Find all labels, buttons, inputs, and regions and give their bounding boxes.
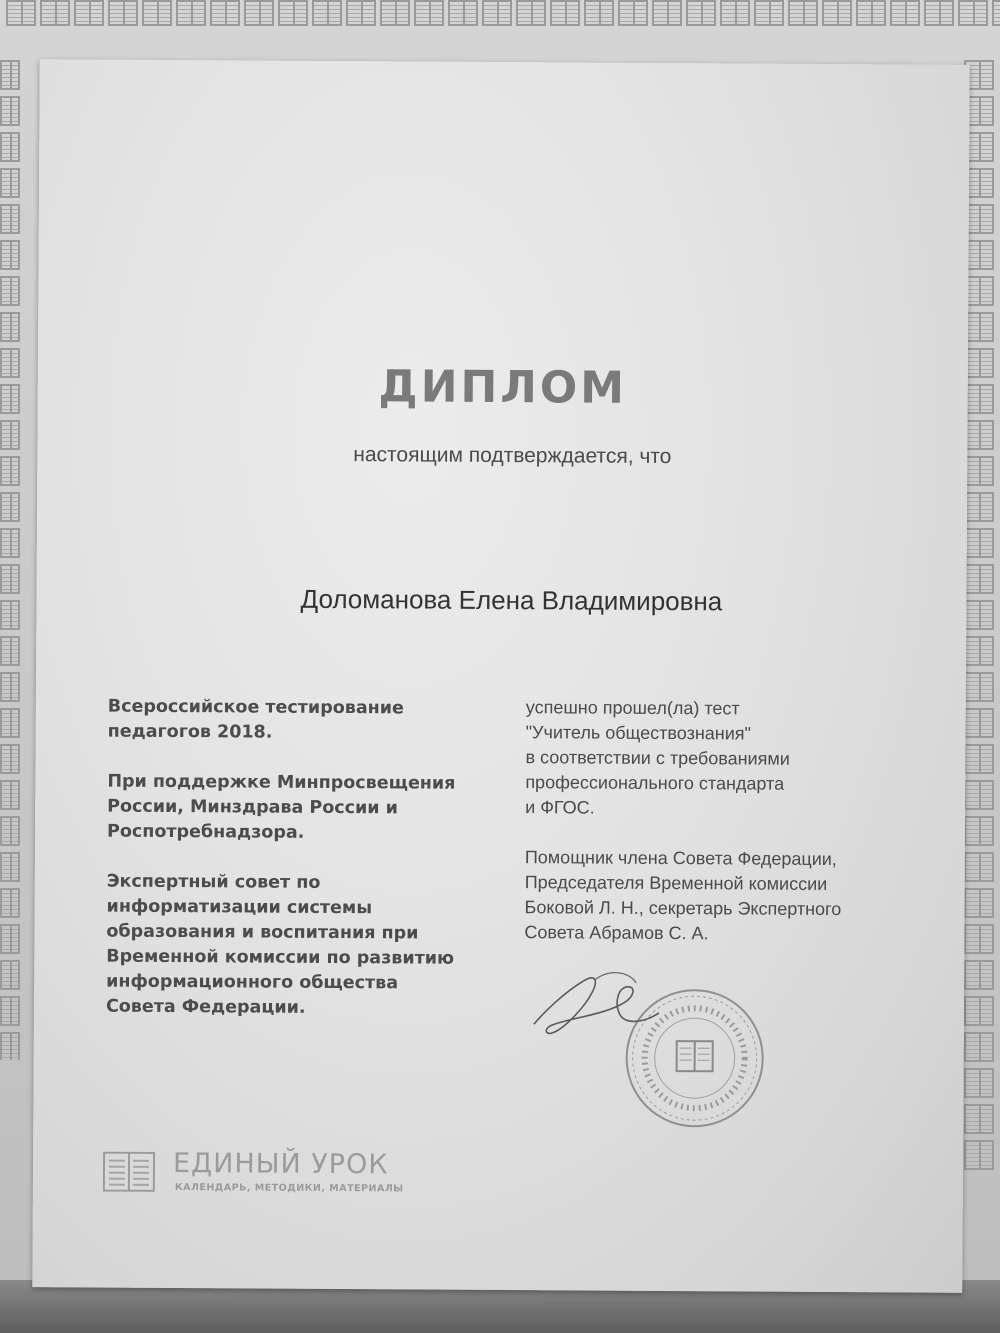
book-pattern-icon	[964, 456, 994, 486]
text-line: Временной комиссии по развитию	[106, 946, 455, 969]
book-pattern-icon	[964, 780, 994, 810]
book-pattern-icon	[964, 492, 994, 522]
text-line: педагогов 2018.	[107, 721, 273, 743]
book-pattern-icon	[0, 420, 20, 450]
book-pattern-icon	[964, 564, 994, 594]
result-text	[524, 695, 926, 972]
book-pattern-icon	[964, 420, 994, 450]
book-pattern-icon	[856, 0, 886, 26]
book-pattern-icon	[0, 996, 20, 1026]
diploma-sheet	[32, 59, 969, 1293]
organizer-text	[106, 695, 508, 1047]
book-pattern-icon	[964, 996, 994, 1026]
book-pattern-icon	[176, 0, 206, 26]
book-pattern-icon	[0, 600, 20, 630]
text-line: Экспертный совет по	[106, 871, 321, 893]
book-pattern-icon	[0, 1032, 20, 1060]
book-pattern-icon	[448, 0, 478, 26]
book-pattern-icon	[652, 0, 682, 26]
text-line: Боковой Л. Н., секретарь Экспертного	[524, 897, 842, 920]
book-pattern-icon	[788, 0, 818, 26]
book-pattern-icon	[482, 0, 512, 26]
book-pattern-icon	[0, 780, 20, 810]
book-pattern-icon	[958, 0, 988, 26]
book-pattern-icon	[686, 0, 716, 26]
logo-tagline: КАЛЕНДАРЬ, МЕТОДИКИ, МАТЕРИАЛЫ	[174, 1182, 404, 1195]
book-pattern-icon	[964, 960, 994, 990]
diploma-title: ДИПЛОМ	[378, 361, 628, 414]
book-pattern-icon	[992, 0, 1000, 26]
text-line: информатизации системы	[106, 896, 373, 919]
text-line: успешно прошел(ла) тест	[525, 697, 740, 719]
book-pattern-icon	[414, 0, 444, 26]
book-pattern-icon	[924, 0, 954, 26]
book-pattern-icon	[380, 0, 410, 26]
text-line: Помощник члена Совета Федерации,	[524, 847, 837, 870]
book-pattern-border-right	[964, 60, 1000, 1200]
book-pattern-icon	[278, 0, 308, 26]
book-pattern-icon	[0, 528, 20, 558]
book-pattern-icon	[0, 888, 20, 918]
book-pattern-icon	[964, 384, 994, 414]
book-pattern-icon	[0, 276, 20, 306]
book-pattern-icon	[964, 924, 994, 954]
paragraph	[524, 845, 925, 947]
book-pattern-border-left	[0, 60, 24, 1060]
book-pattern-icon	[964, 276, 994, 306]
text-line: При поддержке Минпросвещения	[107, 771, 456, 794]
book-pattern-icon	[0, 240, 20, 270]
signature	[524, 962, 685, 1053]
book-pattern-icon	[0, 852, 20, 882]
book-pattern-icon	[0, 132, 20, 162]
book-pattern-icon	[720, 0, 750, 26]
book-pattern-icon	[964, 1032, 994, 1062]
book-pattern-icon	[890, 0, 920, 26]
book-pattern-icon	[210, 0, 240, 26]
recipient-name: Доломанова Елена Владимировна	[300, 583, 723, 617]
text-line: профессионального стандарта	[525, 772, 785, 794]
book-pattern-icon	[0, 924, 20, 954]
book-pattern-icon	[964, 348, 994, 378]
edinyi-urok-logo	[103, 1148, 463, 1200]
book-pattern-icon	[964, 528, 994, 558]
book-pattern-icon	[74, 0, 104, 26]
text-line: информационного общества	[106, 971, 399, 994]
book-pattern-icon	[822, 0, 852, 26]
book-pattern-icon	[0, 456, 20, 486]
book-pattern-icon	[0, 492, 20, 522]
book-pattern-icon	[0, 564, 20, 594]
book-pattern-icon	[584, 0, 614, 26]
book-pattern-icon	[312, 0, 342, 26]
book-pattern-icon	[0, 312, 20, 342]
text-line: Совета Абрамов С. А.	[524, 922, 709, 944]
text-line: и ФГОС.	[525, 797, 595, 818]
text-line: Совета Федерации.	[105, 996, 306, 1018]
book-pattern-icon	[244, 0, 274, 26]
text-line: в соответствии с требованиями	[525, 747, 790, 769]
book-pattern-icon	[0, 672, 20, 702]
text-line: "Учитель обществознания"	[525, 722, 751, 744]
book-pattern-icon	[40, 0, 70, 26]
book-pattern-icon	[964, 636, 994, 666]
text-line: Роспотребнадзора.	[106, 821, 305, 843]
paragraph	[106, 870, 507, 1022]
book-pattern-icon	[618, 0, 648, 26]
book-pattern-icon	[964, 1104, 994, 1134]
paragraph	[107, 770, 507, 847]
book-pattern-icon	[0, 348, 20, 378]
text-line: Всероссийское тестирование	[107, 696, 404, 719]
text-line: России, Минздрава России и	[107, 796, 398, 819]
book-pattern-icon	[0, 204, 20, 234]
logo-name: ЕДИНЫЙ УРОК	[172, 1148, 389, 1181]
book-pattern-icon	[964, 816, 994, 846]
book-pattern-icon	[964, 1140, 994, 1170]
book-pattern-icon	[754, 0, 784, 26]
book-pattern-icon	[0, 744, 20, 774]
book-pattern-icon	[0, 168, 20, 198]
text-line: Председателя Временной комиссии	[524, 872, 828, 894]
book-icon	[103, 1152, 155, 1192]
book-pattern-icon	[964, 600, 994, 630]
book-pattern-icon	[142, 0, 172, 26]
book-pattern-icon	[964, 852, 994, 882]
book-pattern-icon	[0, 96, 20, 126]
book-pattern-icon	[964, 312, 994, 342]
book-pattern-icon	[550, 0, 580, 26]
book-pattern-icon	[964, 672, 994, 702]
book-pattern-icon	[0, 60, 20, 90]
book-pattern-icon	[346, 0, 376, 26]
book-pattern-border-top	[0, 0, 1000, 50]
book-pattern-icon	[964, 708, 994, 738]
book-pattern-icon	[0, 708, 20, 738]
book-pattern-icon	[516, 0, 546, 26]
text-line: образования и воспитания при	[106, 921, 419, 944]
book-pattern-icon	[0, 816, 20, 846]
paragraph	[525, 695, 926, 822]
book-pattern-icon	[6, 0, 36, 26]
book-pattern-icon	[0, 384, 20, 414]
book-pattern-icon	[0, 960, 20, 990]
paragraph	[108, 695, 508, 747]
book-pattern-icon	[0, 636, 20, 666]
book-pattern-icon	[964, 888, 994, 918]
diploma-subtitle: настоящим подтверждается, что	[353, 443, 672, 469]
book-pattern-icon	[964, 1068, 994, 1098]
book-pattern-icon	[108, 0, 138, 26]
book-pattern-icon	[964, 744, 994, 774]
